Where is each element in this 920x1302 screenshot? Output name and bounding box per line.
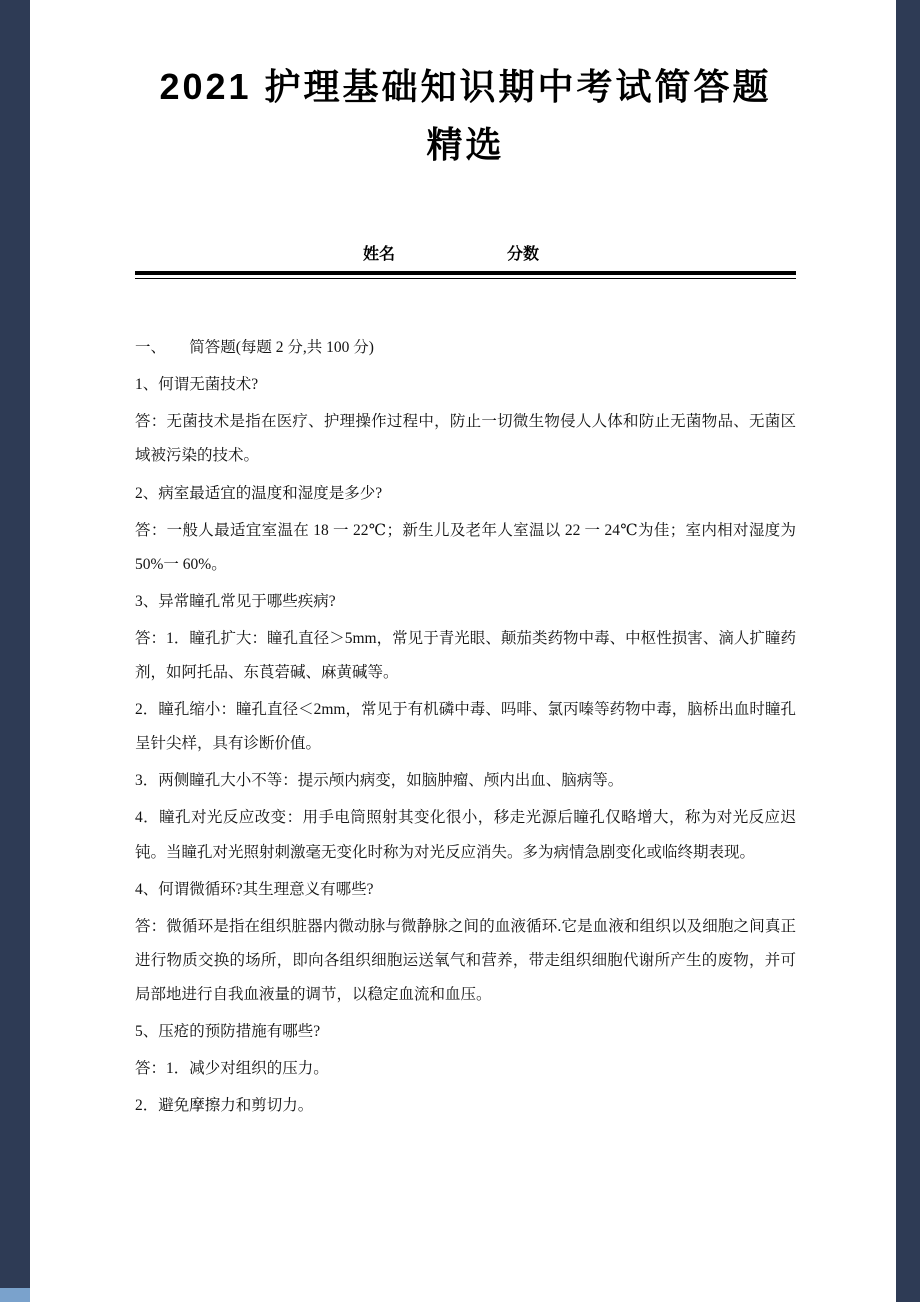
question-1: 1、何谓无菌技术? (135, 376, 259, 394)
answer-3-part-1: 答：1．瞳孔扩大：瞳孔直径＞5mm，常见于青光眼、颠茄类药物中毒、中枢性损害、滴人扩瞳药剂，如阿托品、东莨菪碱、麻黄碱等。 (135, 629, 796, 682)
document-title-line2: 精选 (426, 123, 505, 165)
header-fields (135, 241, 796, 264)
answer-4: 答：微循环是指在组织脏器内微动脉与微静脉之间的血液循环.它是血液和组织以及细胞之间真正进行物质交换的场所，即向各组织细胞运送氧气和营养，带走组织细胞代谢所产生的废物，并可局部地进行自我血液量的调节，以稳定血流和血压。 (135, 917, 796, 1003)
name-score-header (135, 241, 796, 279)
question-4: 4、何谓微循环?其生理意义有哪些? (135, 880, 374, 898)
answer-1: 答：无菌技术是指在医疗、护理操作过程中，防止一切微生物侵人人体和防止无菌物品、无菌区域被污染的技术。 (135, 413, 796, 465)
right-margin-strip (896, 0, 920, 1302)
document-page (30, 0, 896, 1302)
question-2: 2、病室最适宜的温度和湿度是多少? (135, 484, 383, 502)
answer-3-part-4: 4．瞳孔对光反应改变：用手电筒照射其变化很小，移走光源后瞳孔仅略增大，称为对光反应迟钝。当瞳孔对光照射刺激毫无变化时称为对光反应消失。多为病情急剧变化或临终期表现。 (135, 809, 796, 861)
answer-5-part-1: 答：1．减少对组织的压力。 (135, 1060, 329, 1078)
question-3: 3、异常瞳孔常见于哪些疾病? (135, 592, 336, 610)
header-rule-thick (135, 271, 796, 275)
section-heading: 一、 简答题(每题 2 分,共 100 分) (135, 339, 374, 357)
header-rule-thin (135, 278, 796, 279)
answer-2: 答：一般人最适宜室温在 18 一 22℃；新生儿及老年人室温以 22 一 24℃为佳；室内相对湿度为 50%一 60%。 (135, 521, 800, 573)
score-label: 分数 (507, 246, 540, 264)
answer-3-part-2: 2．瞳孔缩小：瞳孔直径＜2mm，常见于有机磷中毒、吗啡、氯丙嗪等药物中毒，脑桥出血时瞳孔呈针尖样，具有诊断价值。 (135, 701, 796, 753)
bottom-left-accent-patch (0, 1288, 30, 1302)
document-body (135, 331, 800, 1123)
name-label: 姓名 (363, 246, 396, 264)
document-title (135, 58, 796, 173)
answer-5-part-2: 2．避免摩擦力和剪切力。 (135, 1097, 314, 1115)
left-margin-strip (0, 0, 30, 1302)
answer-3-part-3: 3．两侧瞳孔大小不等：提示颅内病变，如脑肿瘤、颅内出血、脑病等。 (135, 772, 624, 790)
document-title-line1: 2021 护理基础知识期中考试简答题 (159, 66, 772, 107)
question-5: 5、压疮的预防措施有哪些? (135, 1022, 321, 1040)
